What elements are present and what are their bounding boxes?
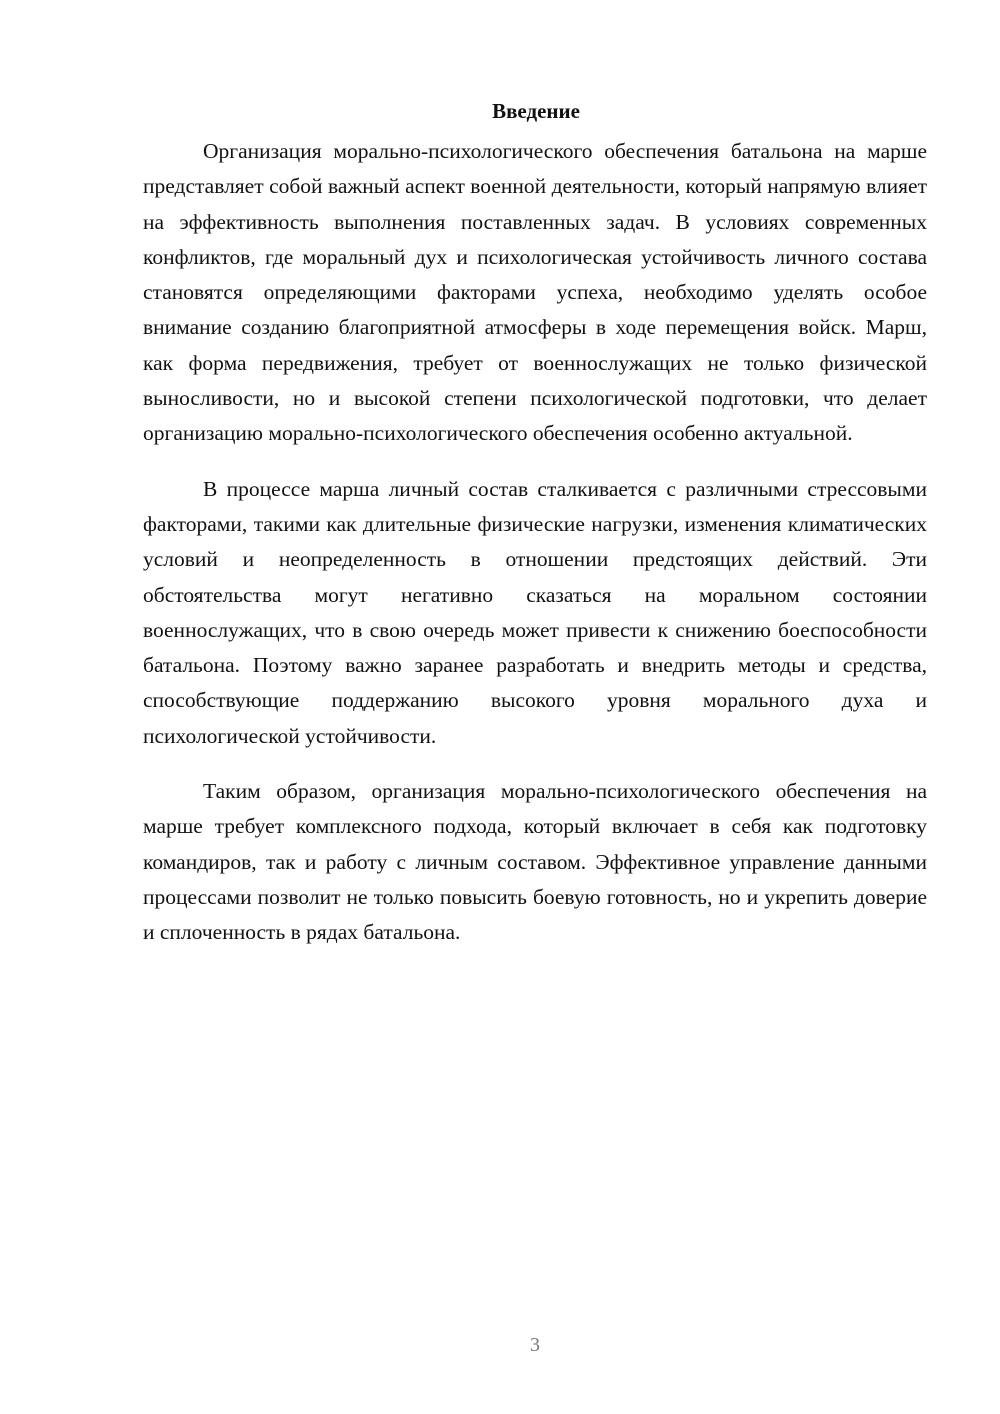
page-content bbox=[143, 92, 927, 971]
paragraph-1: Организация морально-психологического обеспечения батальона на марше представляет собой важный аспект военной деятельности, который напрямую влияет на эффективность выполнения поставленных задач. В условиях современных конфликтов, где моральный дух и психологическая устойчивость личного состава становятся определяющими факторами успеха, необходимо уделять особое внимание созданию благоприятной атмосферы в ходе перемещения войск. Марш, как форма передвижения, требует от военнослужащих не только физической выносливости, но и высокой степени психологической подготовки, что делает организацию морально-психологического обеспечения особенно актуальной. bbox=[143, 139, 927, 446]
paragraph-2: В процессе марша личный состав сталкивается с различными стрессовыми факторами, такими как длительные физические нагрузки, изменения климатических условий и неопределенность в отношении предстоящих действий. Эти обстоятельства могут негативно сказаться на моральном состоянии военнослужащих, что в свою очередь может привести к снижению боеспособности батальона. Поэтому важно заранее разработать и внедрить методы и средства, способствующие поддержанию высокого уровня морального духа и психологической устойчивости. bbox=[143, 476, 927, 748]
page-number: 3 bbox=[530, 1334, 540, 1356]
paragraph-3: Таким образом, организация морально-психологического обеспечения на марше требует комплексного подхода, который включает в себя как подготовку командиров, так и работу с личным составом. Эффективное управление данными процессами позволит не только повысить боевую готовность, но и укрепить доверие и сплоченность в рядах батальона. bbox=[143, 779, 927, 945]
section-title: Введение bbox=[492, 99, 580, 123]
